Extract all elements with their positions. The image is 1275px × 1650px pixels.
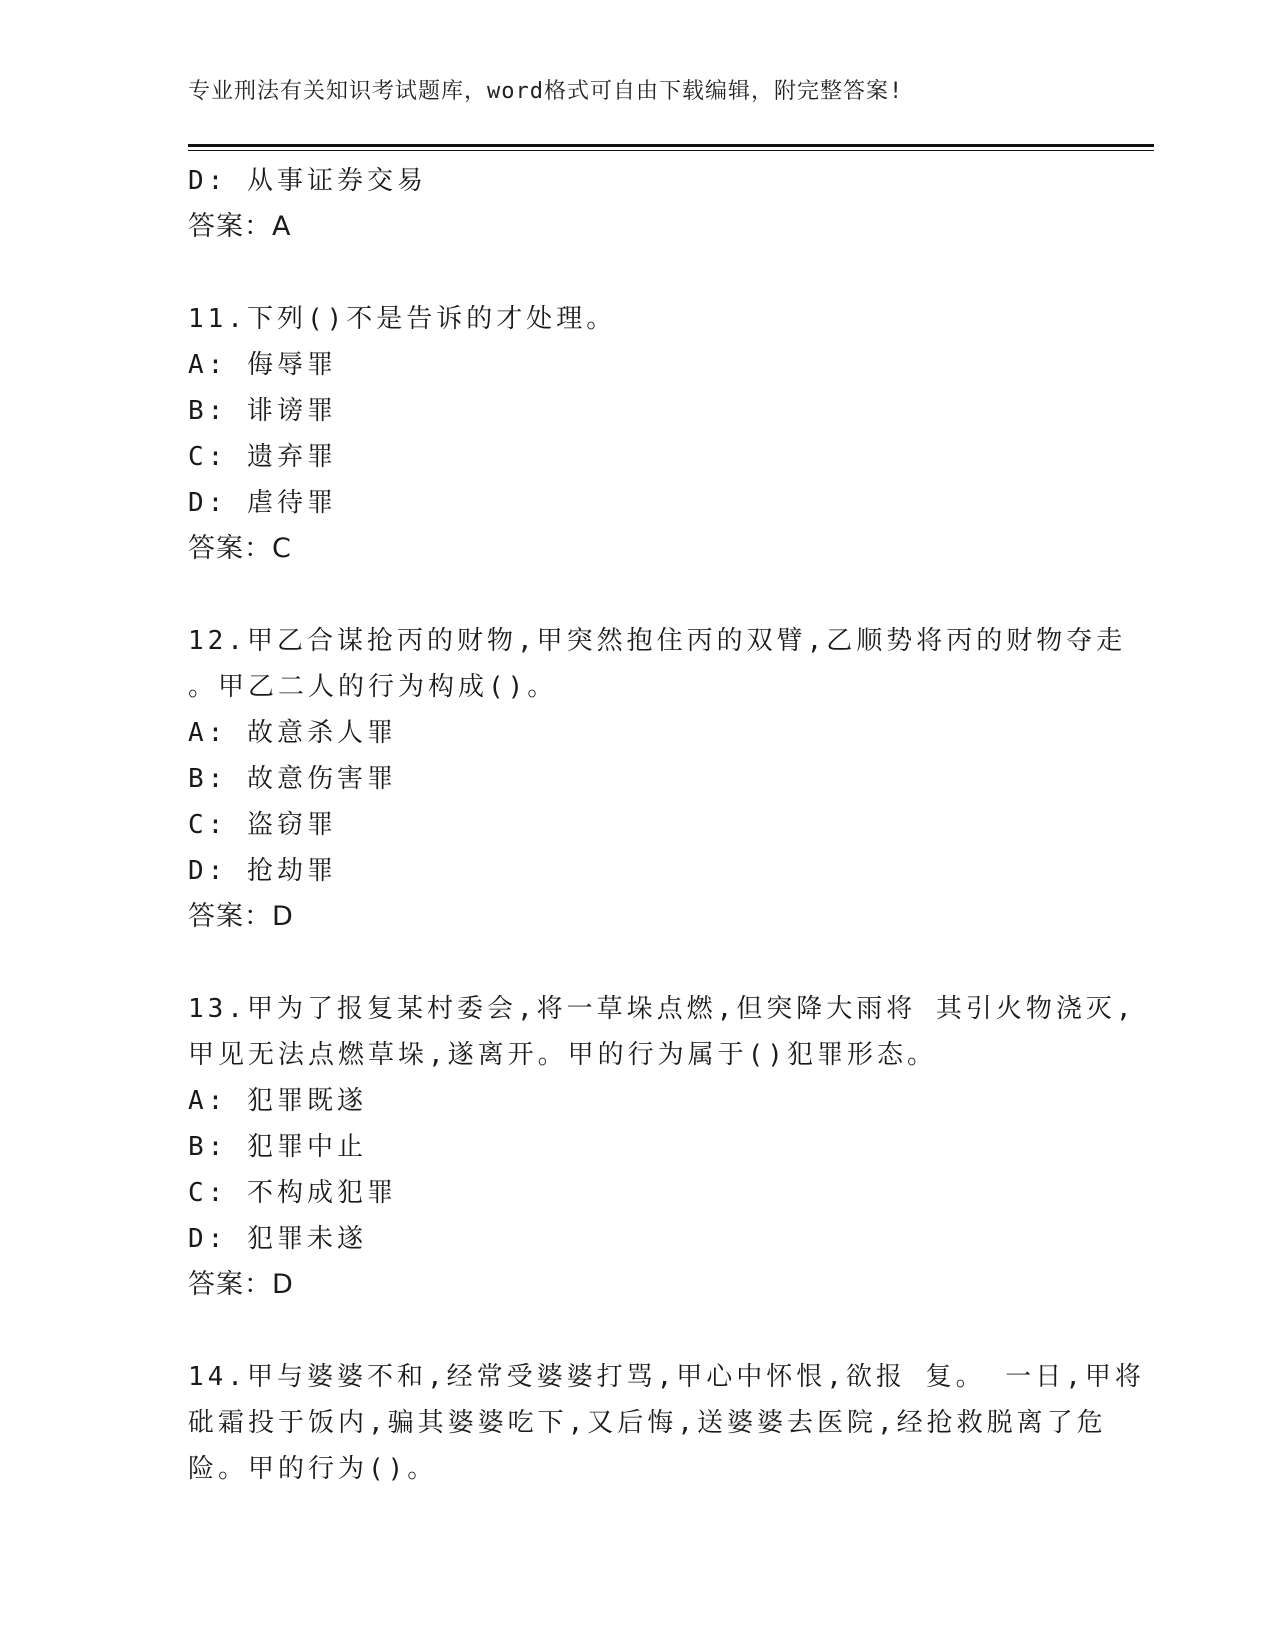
answer-line: 答案：D xyxy=(188,1269,294,1300)
question-stem-continued: 甲见无法点燃草垛,遂离开。甲的行为属于()犯罪形态。 xyxy=(188,1040,937,1070)
option-b: B: 诽谤罪 xyxy=(188,396,337,426)
spacer xyxy=(188,572,1088,618)
option-b: B: 犯罪中止 xyxy=(188,1132,367,1162)
option-a: A: 故意杀人罪 xyxy=(188,718,397,748)
question-13 xyxy=(188,986,1136,1308)
option-c: C: 遗弃罪 xyxy=(188,442,337,472)
document-body xyxy=(188,158,1145,1492)
question-stem-continued: 险。甲的行为()。 xyxy=(188,1454,438,1484)
answer-line: 答案：C xyxy=(188,533,292,564)
question-stem-continued: 。甲乙二人的行为构成()。 xyxy=(188,672,558,702)
spacer xyxy=(188,250,1088,296)
question-stem-continued: 砒霜投于饭内,骗其婆婆吃下,又后悔,送婆婆去医院,经抢救脱离了危 xyxy=(188,1408,1107,1438)
question-11 xyxy=(188,296,1088,572)
answer-line: 答案：D xyxy=(188,901,294,932)
header-rule-thick xyxy=(188,144,1154,147)
option-b: B: 故意伤害罪 xyxy=(188,764,397,794)
option-d: D: 抢劫罪 xyxy=(188,856,337,886)
question-stem: 13.甲为了报复某村委会,将一草垛点燃,但突降大雨将 其引火物浇灭, xyxy=(188,994,1136,1024)
question-14 xyxy=(188,1354,1145,1492)
option-d: D: 从事证券交易 xyxy=(188,166,427,196)
header-rule-thin xyxy=(188,150,1154,151)
option-d: D: 虐待罪 xyxy=(188,488,337,518)
page-header: 专业刑法有关知识考试题库，word格式可自由下载编辑，附完整答案! xyxy=(188,79,904,104)
spacer xyxy=(188,1308,1088,1354)
question-stem: 11.下列()不是告诉的才处理。 xyxy=(188,304,617,334)
answer-line: 答案：A xyxy=(188,211,292,242)
option-a: A: 犯罪既遂 xyxy=(188,1086,367,1116)
question-stem: 12.甲乙合谋抢丙的财物,甲突然抱住丙的双臂,乙顺势将丙的财物夺走 xyxy=(188,626,1127,656)
option-c: C: 盗窃罪 xyxy=(188,810,337,840)
option-c: C: 不构成犯罪 xyxy=(188,1178,397,1208)
question-12 xyxy=(188,618,1127,940)
question-stem: 14.甲与婆婆不和,经常受婆婆打骂,甲心中怀恨,欲报 复。 一日,甲将 xyxy=(188,1362,1145,1392)
option-d: D: 犯罪未遂 xyxy=(188,1224,367,1254)
option-a: A: 侮辱罪 xyxy=(188,350,337,380)
spacer xyxy=(188,940,1088,986)
